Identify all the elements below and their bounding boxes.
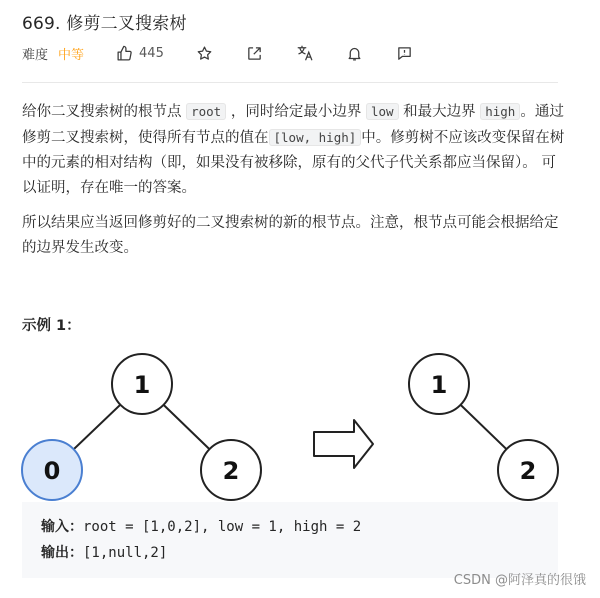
- desc-text: ，同时给定最小边界: [226, 104, 362, 120]
- difficulty-label: 难度: [22, 47, 49, 63]
- header-divider: [22, 82, 558, 83]
- transform-arrow-icon: [314, 420, 373, 468]
- desc-text: 中。修剪树不应该改变保留在树中的元素的相对结构（即，如果没有被移除，原有的父代子代关系都应当保留）。 可以证明，存在唯一的答案。: [22, 130, 565, 196]
- output-label: 输出：: [41, 545, 83, 561]
- problem-description: [22, 99, 570, 271]
- output-value: [1,null,2]: [83, 545, 168, 561]
- example-title: 示例 1：: [22, 318, 81, 334]
- example-input-line: [41, 516, 361, 536]
- tree-diagram: [0, 352, 600, 502]
- input-value: root = [1,0,2], low = 1, high = 2: [83, 519, 362, 535]
- like-count: 445: [139, 45, 164, 61]
- bell-icon[interactable]: [346, 44, 364, 62]
- feedback-icon[interactable]: [396, 44, 414, 62]
- tree-node-label: 0: [43, 457, 61, 485]
- difficulty-badge: 中等: [58, 47, 85, 63]
- watermark: CSDN @阿泽真的很饿: [453, 573, 586, 588]
- inline-code-range: [low, high]: [269, 129, 362, 146]
- share-icon[interactable]: [246, 44, 264, 62]
- problem-meta-bar: [22, 42, 414, 64]
- desc-text: 和最大边界: [398, 104, 481, 120]
- inline-code-high: high: [480, 103, 520, 120]
- tree-node-label: 1: [430, 371, 448, 399]
- example-output-line: [41, 542, 167, 562]
- description-paragraph-2: 所以结果应当返回修剪好的二叉搜索树的新的根节点。注意，根节点可能会根据给定的边界发生改变。: [22, 215, 559, 256]
- tree-node-label: 1: [133, 371, 151, 399]
- inline-code-low: low: [366, 103, 399, 120]
- input-label: 输入：: [41, 519, 83, 535]
- problem-title: 669. 修剪二叉搜索树: [22, 14, 187, 34]
- description-paragraph-1: [22, 99, 570, 201]
- translate-icon[interactable]: [296, 44, 314, 62]
- desc-text: 给你二叉搜索树的根节点: [22, 104, 187, 120]
- desc-text: 。通过修剪二叉搜索树，使得所有节点的值在: [22, 104, 564, 146]
- star-icon[interactable]: [196, 44, 214, 62]
- tree-node-label: 2: [222, 457, 240, 485]
- inline-code-root: root: [186, 103, 226, 120]
- thumbs-up-icon: [116, 45, 133, 62]
- like-button[interactable]: [116, 45, 164, 62]
- example-code-block: [22, 502, 558, 578]
- tree-node-label: 2: [519, 457, 537, 485]
